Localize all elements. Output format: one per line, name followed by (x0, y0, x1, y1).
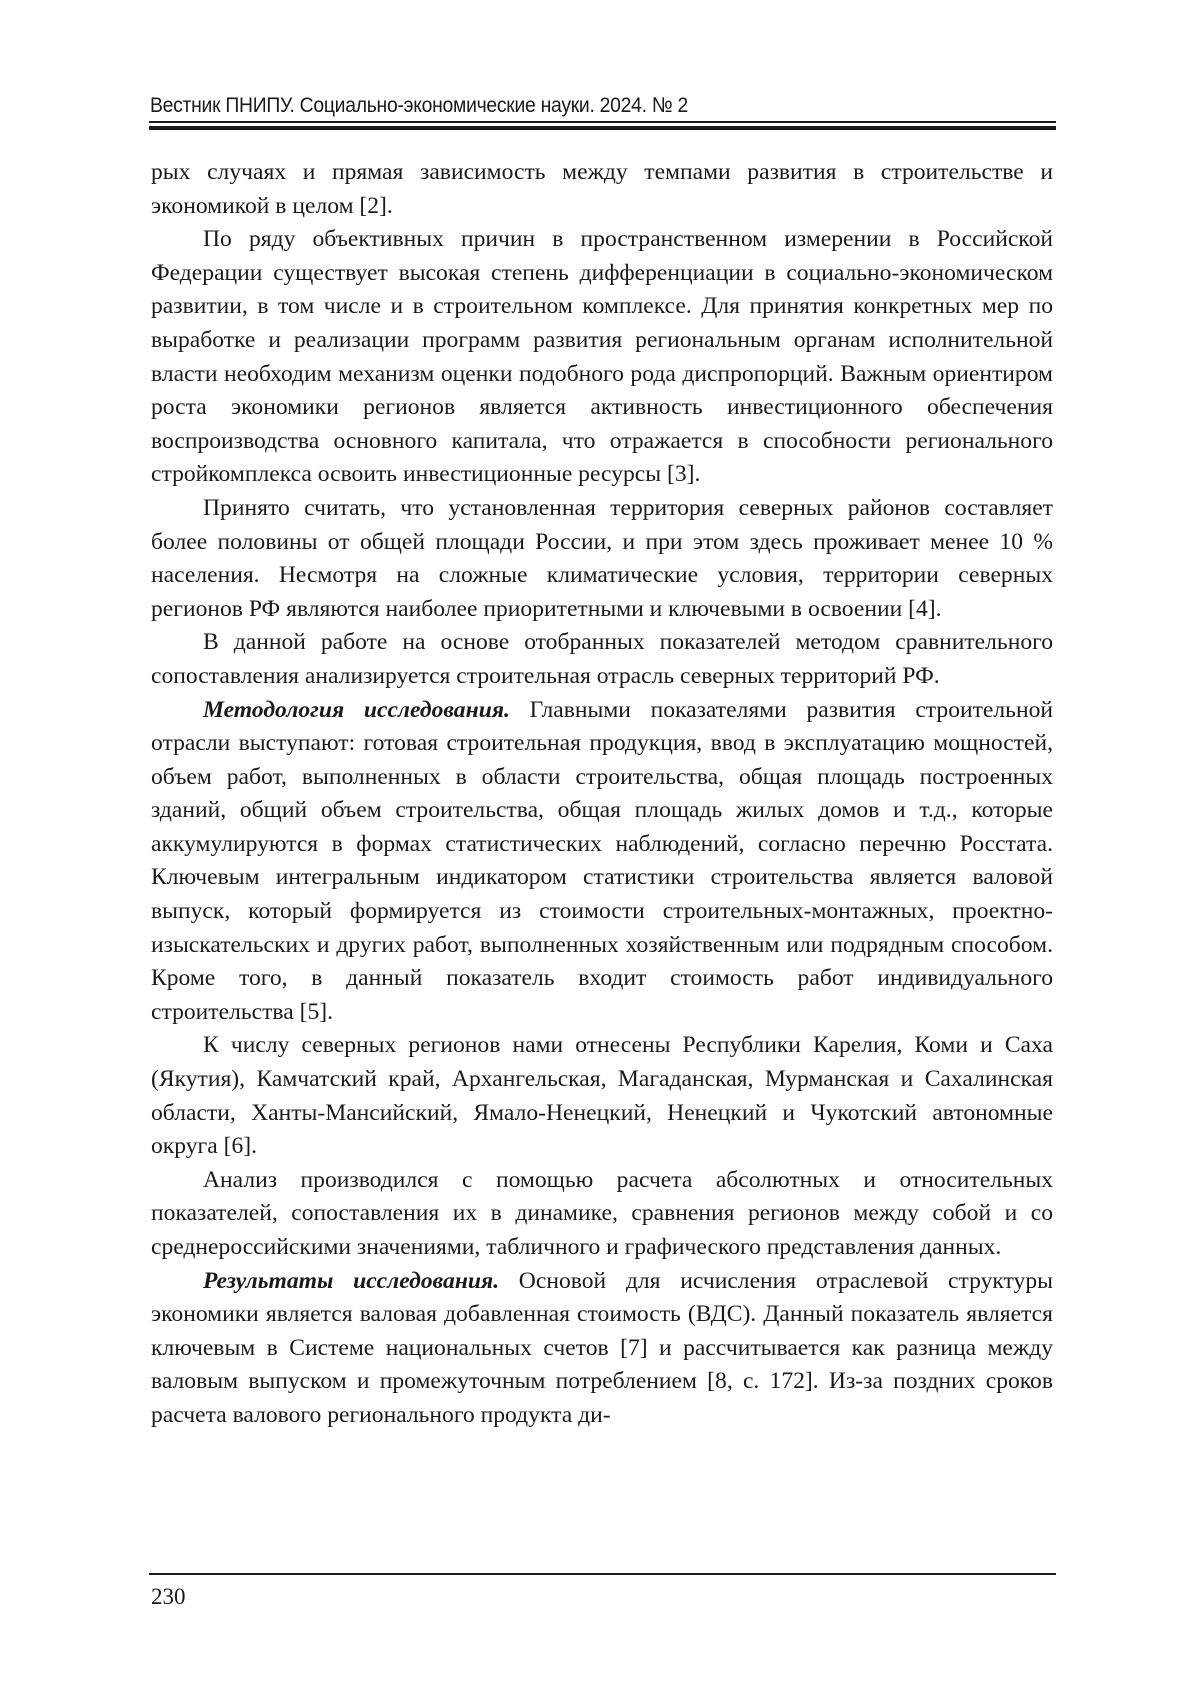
paragraph-methodology: Методология исследования. Главными показателями развития строитель­ной отрасли выступают: готовая строительная продукция, ввод в эксплуатацию мощностей, объем работ, выполненных в области строительства, общая пло­щадь построенных зданий, общий объем строительства, общая площадь жилых домов и т.д., которые аккумулируются в формах статистических наблюдений, согласно перечню Росстата. Ключевым интегральным индикатором статистики строительства является валовой выпуск, который формируется из стоимости строительных-монтажных, проектно-изыскательских и других работ, выполнен­ных хозяйственным или подрядным способом. Кроме того, в данный показатель входит стоимость работ индивидуального строительства [5]. (151, 694, 1053, 1030)
article-body (151, 156, 1053, 1433)
paragraph-results: Результаты исследования. Основой для исчисления отраслевой струк­туры экономики является валовая добавленная стоимость (ВДС). Данный по­казатель является ключевым в Системе национальных счетов [7] и рассчиты­вается как разница между валовым выпуском и промежуточным потреблением [8, с. 172]. Из-за поздних сроков расчета валового регионального продукта ди- (151, 1265, 1053, 1433)
paragraph: Принято считать, что установленная территория северных районов со­ставляет более половины от общей площади России, и при этом здесь прожи­вает менее 10 % населения. Несмотря на сложные климатические условия, территории северных регионов РФ являются наиболее приоритетными и клю­чевыми в освоении [4]. (151, 492, 1053, 626)
page-number: 230 (151, 1582, 186, 1612)
paragraph: К числу северных регионов нами отнесены Республики Карелия, Коми и Саха (Якутия), Камчатский край, Архангельская, Магаданская, Мурманская и Сахалинская области, Ханты-Мансийский, Ямало-Ненецкий, Ненецкий и Чу­котский автономные округа [6]. (151, 1029, 1053, 1163)
running-title: Вестник ПНИПУ. Социально-экономические науки. 2024. № 2 (150, 90, 965, 120)
section-lead-results: Результаты исследования. (203, 1268, 499, 1294)
paragraph-continuation: рых случаях и прямая зависимость между темпами развития в строительстве и экономикой в целом [2]. (151, 156, 1053, 223)
header-rule-thick (149, 126, 1056, 130)
paragraph: В данной работе на основе отобранных показателей методом сравнительного сопоставления анализируется строительная отрасль северных территорий РФ. (151, 626, 1053, 693)
section-lead-methodology: Методология исследования. (203, 697, 510, 723)
footer-rule (149, 1573, 1056, 1575)
header-rule-thin (149, 121, 1056, 123)
paragraph: Анализ производился с помощью расчета абсолютных и относительных показателей, сопоставления их в динамике, сравнения регионов между собой и со среднероссийскими значениями, табличного и графического представ­ления данных. (151, 1164, 1053, 1265)
paragraph: По ряду объективных причин в пространственном измерении в Россий­ской Федерации существует высокая степень дифференциации в социально-экономическом развитии, в том числе и в строительном комплексе. Для приня­тия конкретных мер по выработке и реализации программ развития регио­нальным органам исполнительной власти необходим механизм оценки подоб­ного рода диспропорций. Важным ориентиром роста экономики регионов яв­ляется активность инвестиционного обеспечения воспроизводства основного капитала, что отражается в способности регионального стройкомплекса осво­ить инвестиционные ресурсы [3]. (151, 223, 1053, 492)
